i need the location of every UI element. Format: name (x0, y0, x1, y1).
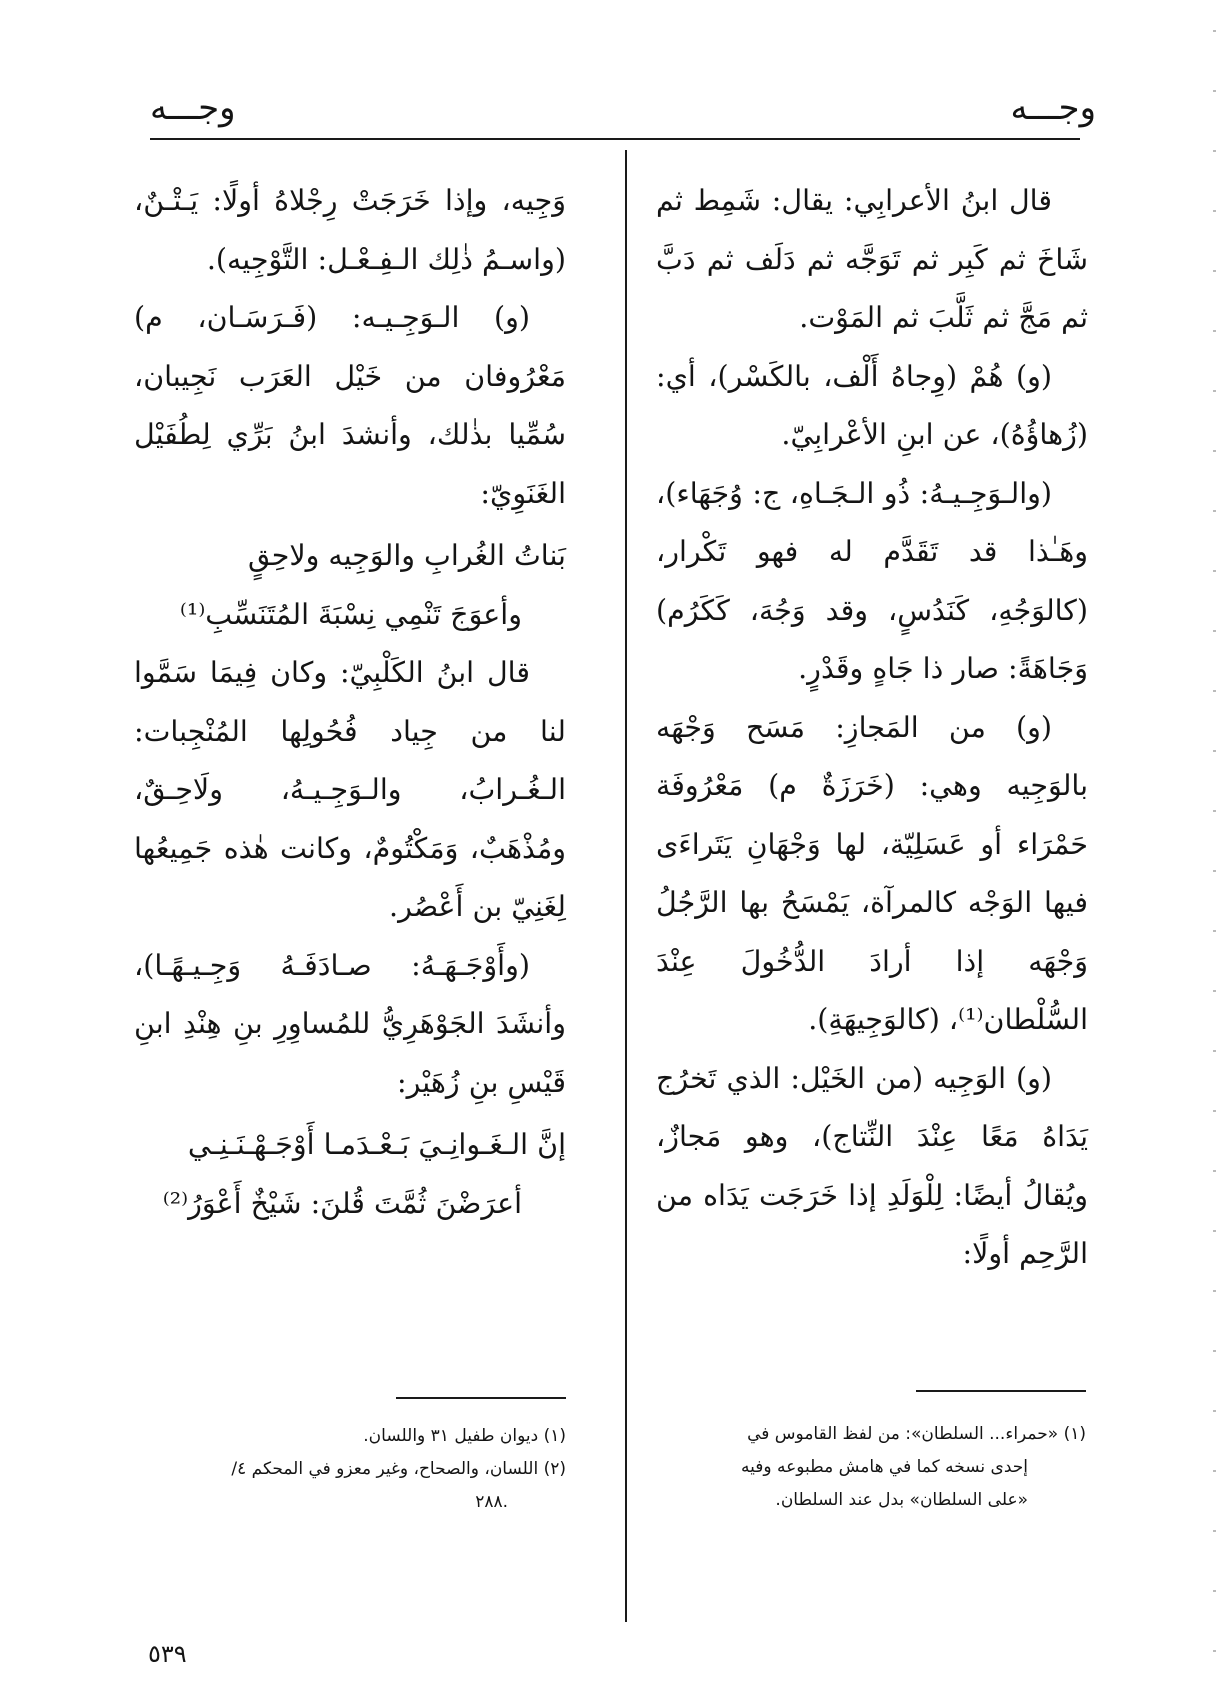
header-rule (150, 138, 1080, 140)
footnotes-left (134, 1420, 566, 1519)
verse-line: وأعوَجَ تَنْمِي نِسْبَةَ المُتَنَسِّبِ⁽¹⁾ (179, 597, 522, 631)
page-number: ٥٣٩ (148, 1640, 187, 1668)
footnote-line: إحدى نسخه كما في هامش مطبوعه وفيه (741, 1457, 1028, 1477)
verse-line: بَناتُ الغُرابِ والوَجِيه ولاحِقٍ (247, 539, 566, 572)
entry-paragraph: (و) من المَجازِ: مَسَح وَجْهَه بالوَجِيه وهي: (خَرَزَةٌ م) مَعْرُوفَة حَمْرَاء أو عَسَلِيّة، لها وَجْهَانِ يَتَراءَى فيها الوَجْه كالمرآة، يَمْسَحُ بها الرَّجُلُ وَجْهَه إذا أرادَ الدُّخُولَ عِنْدَ السُّلْطان⁽¹⁾، (كالوَجِيهَةِ). (656, 710, 1088, 1036)
footnote-separator-left (396, 1397, 566, 1399)
entry-paragraph: (و) الوَجِيه (من الخَيْل: الذي تَخرُج يَدَاهُ مَعًا عِنْدَ النِّتاج)، وهو مَجازٌ، ويُقالُ أيضًا: لِلْوَلَدِ إذا خَرَجَت يَدَاه من الرَّحِم أولًا: (656, 1061, 1088, 1270)
left-column (134, 172, 566, 1233)
entry-paragraph: قال ابنُ الكَلْبِيّ: وكان فِيمَا سَمَّوا لنا من جِياد فُحُولِها المُنْجِبات: الـغُـرابُ، والـوَجِـيـهُ، ولَاحِـقٌ، ومُذْهَبٌ، وَمَكْتُومٌ، وكانت هٰذه جَمِيعُها لِغَنِيّ بن أَعْصُر. (134, 656, 566, 923)
entry-paragraph: وَجِيه، وإذا خَرَجَتْ رِجْلاهُ أولًا: يَـتْـنٌ، (واسـمُ ذٰلِك الـفِـعْـل: التَّوْجِيه). (134, 184, 566, 276)
column-divider (625, 150, 627, 1622)
footnote-line: «على السلطان» بدل عند السلطان. (775, 1490, 1028, 1510)
footnote-line: (١) «حمراء... السلطان»: من لفظ القاموس في (747, 1424, 1086, 1444)
entry-paragraph: (وأَوْجَـهَـهُ: صـادَفَـهُ وَجِـيـهًـا)، وأنشَدَ الجَوْهَرِيُّ للمُساوِرِ بنِ هِنْدِ ابنِ قَيْسِ بنِ زُهَيْر: (134, 948, 566, 1099)
entry-paragraph: (و) هُمْ (وِجاهُ أَلْف، بالكَسْر)، أي: (زُهاؤُهُ)، عن ابنِ الأعْرابِيّ. (656, 359, 1088, 451)
running-head-right: وجـــه (1010, 88, 1096, 128)
right-column (656, 172, 1088, 1284)
footnote-separator-right (916, 1390, 1086, 1392)
running-head-left: وجـــه (150, 88, 236, 128)
footnote-line: (٢) اللسان، والصحاح، وغير معزو في المحكم ٤/ (231, 1459, 566, 1479)
verse-line: إنَّ الـغَـوانِـيَ بَـعْـدَمـا أَوْجَـهْـنَـنِـي (187, 1128, 566, 1161)
verse-line: أعرَضْنَ ثُمَّتَ قُلنَ: شَيْخٌ أَعْوَرُ⁽²⁾ (162, 1186, 522, 1220)
footnote-line: .٢٨٨ (475, 1492, 508, 1512)
margin-dots (1213, 30, 1216, 1670)
entry-paragraph: (و) الـوَجِـيـه: (فَـرَسَـان، م) مَعْرُوفان من خَيْل العَرَب نَجِيبان، سُمِّيا بذٰلك، وأنشدَ ابنُ بَرِّي لِطُفَيْل الغَنَوِيّ: (134, 301, 566, 510)
footnotes-right (654, 1418, 1086, 1517)
footnote-line: (١) ديوان طفيل ٣١ واللسان. (363, 1426, 566, 1446)
entry-paragraph: (والـوَجِـيـهُ: ذُو الـجَـاهِ، ج: وُجَهَاء)، وهَـٰذا قد تَقَدَّم له فهو تَكْرار، (كالوَجُهِ، كَنَدُسٍ، وقد وَجُهَ، كَكَرُم) وَجَاهَةً: صار ذا جَاهٍ وقَدْرٍ. (656, 476, 1088, 685)
entry-paragraph: قال ابنُ الأعرابِي: يقال: شَمِط ثم شَاخَ ثم كَبِر ثم تَوَجَّه ثم دَلَف ثم دَبَّ ثم مَجَّ ثم ثَلَّبَ ثم المَوْت. (656, 184, 1088, 334)
